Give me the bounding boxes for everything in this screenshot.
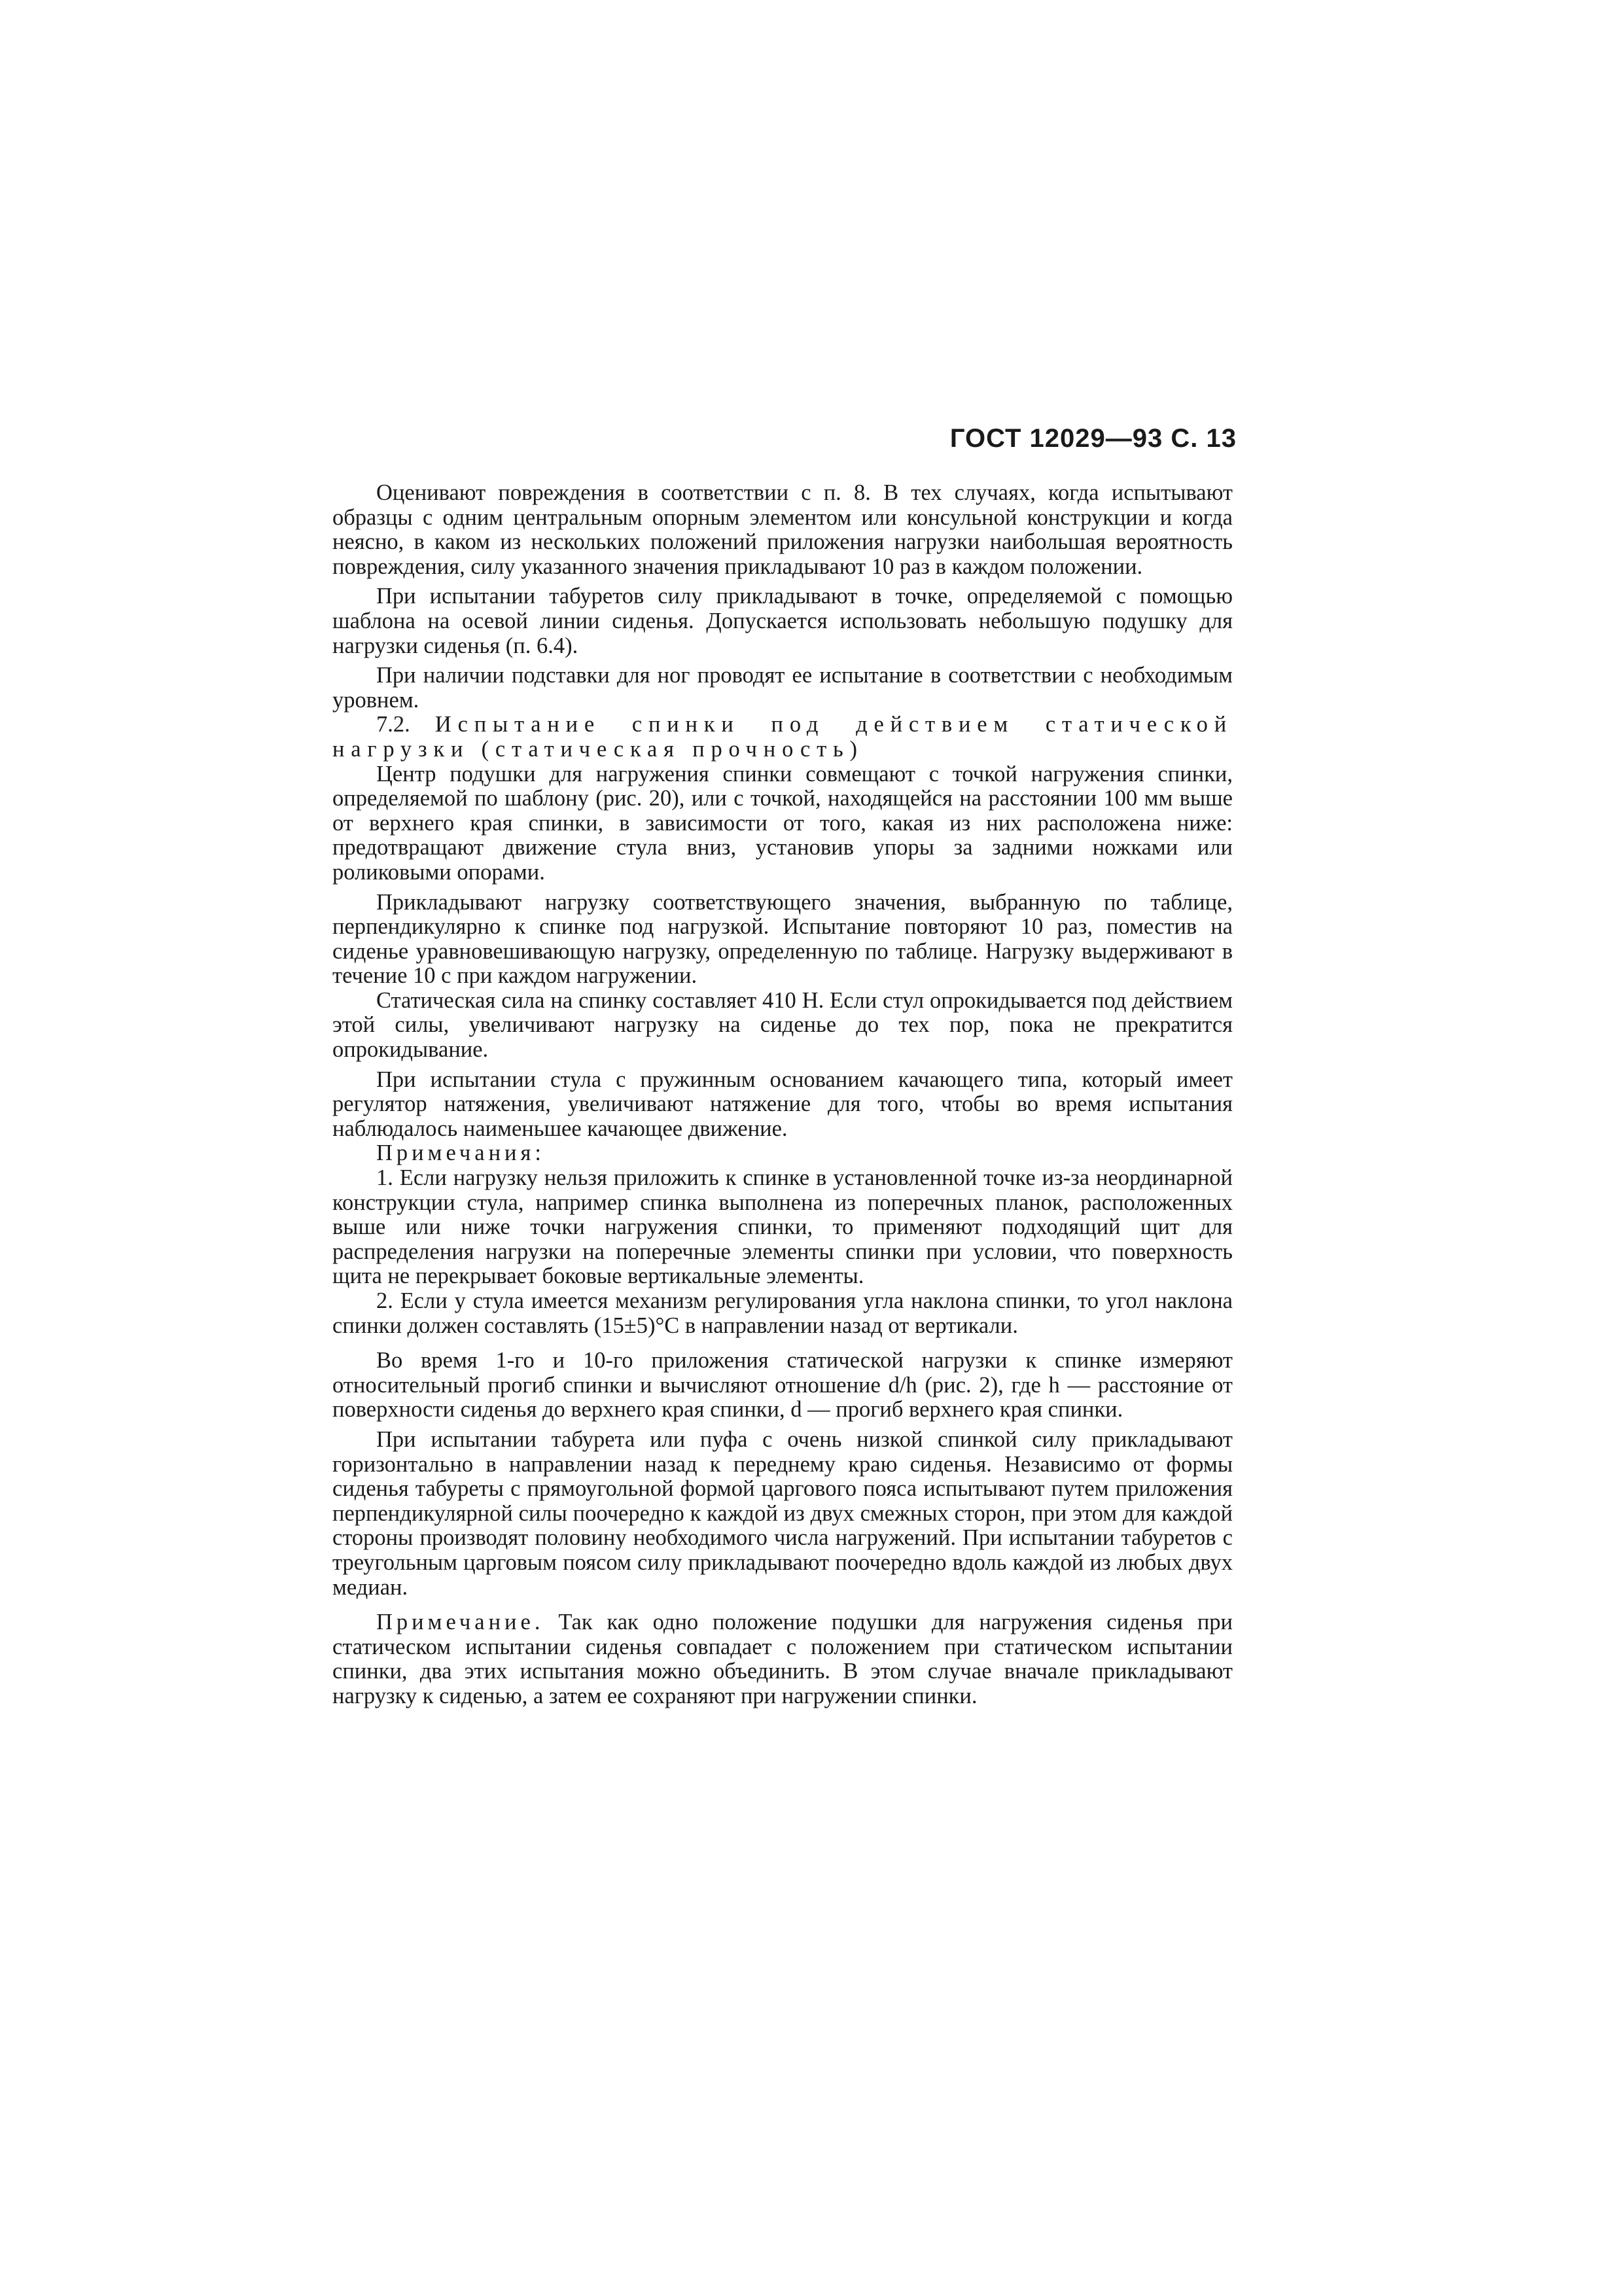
final-note-label: Примечание. [376, 1610, 544, 1635]
paragraph-footrest: При наличии подставки для ног проводят ее испытание в соответствии с необходимым уровнем. [332, 663, 1233, 713]
section-number: 7.2. [376, 712, 410, 737]
paragraph-deflection: Во время 1-го и 10-го приложения статической нагрузки к спинке измеряют относительный прогиб спинки и вычисляют отношение d/h (рис. 2), где h — расстояние от поверхности сиденья до верхнего края спинки, d — прогиб верхнего края спинки. [332, 1348, 1233, 1422]
note-1: 1. Если нагрузку нельзя приложить к спинке в установленной точке из-за неординарной конструкции стула, например спинка выполнена из поперечных планок, расположенных выше или ниже точки нагружения спинки, то применяют подходящий щит для распределения нагрузки на поперечные элементы спинки при условии, что поверхность щита не перекрывает боковые вертикальные элементы. [332, 1165, 1233, 1289]
page-header: ГОСТ 12029—93 С. 13 [949, 424, 1237, 453]
paragraph-low-back-stool: При испытании табурета или пуфа с очень низкой спинкой силу прикладывают горизонтально в направлении назад к переднему краю сиденья. Независимо от формы сиденья табуреты с прямоугольной формой царгового пояса испытывают путем приложения перпендикулярной силы поочередно к каждой из двух смежных сторон, при этом для каждой стороны производят половину необходимого числа нагружений. При испытании табуретов с треугольным царговым поясом силу прикладывают поочередно вдоль каждой из любых двух медиан. [332, 1426, 1233, 1600]
paragraph-cushion-center: Центр подушки для нагружения спинки совмещают с точкой нагружения спинки, определяемой по шаблону (рис. 20), или с точкой, находящейся на расстоянии 100 мм выше от верхнего края спинки, в зависимости от того, какая из них расположена ниже: предотвращают движение стула вниз, установив упоры за задними ножками или роликовыми опорами. [332, 761, 1233, 885]
section-title: Испытание спинки под действием статической нагрузки (статическая прочность) [332, 712, 1233, 762]
paragraph-stool-testing: При испытании табуретов силу прикладывают в точке, определяемой с помощью шаблона на осевой линии сиденья. Допускается использовать небольшую подушку для нагрузки сиденья (п. 6.4). [332, 584, 1233, 658]
final-note [332, 1610, 1233, 1708]
paragraph-damage-assessment: Оценивают повреждения в соответствии с п. 8. В тех случаях, когда испытывают образцы с одним центральным опорным элементом или консульной конструкции и когда неясно, в каком из нескольких положений приложения нагрузки наибольшая вероятность повреждения, силу указанного значения прикладывают 10 раз в каждом положении. [332, 480, 1233, 579]
document-body [332, 481, 1233, 1709]
paragraph-spring-base: При испытании стула с пружинным основанием качающего типа, который имеет регулятор натяжения, увеличивают натяжение для того, чтобы во время испытания наблюдалось наименьшее качающее движение. [332, 1067, 1233, 1141]
note-2: 2. Если у стула имеется механизм регулирования угла наклона спинки, то угол наклона спинки должен составлять (15±5)°С в направлении назад от вертикали. [332, 1288, 1233, 1338]
final-note-text: Так как одно положение подушки для нагружения сиденья при статическом испытании сиденья совпадает с положением при статическом испытании спинки, два этих испытания можно объединить. В этом случае вначале прикладывают нагрузку к сиденью, а затем ее сохраняют при нагружении спинки. [332, 1610, 1233, 1708]
notes-heading: Примечания: [376, 1140, 545, 1166]
paragraph-static-force: Статическая сила на спинку составляет 410 Н. Если стул опрокидывается под действием этой силы, увеличивают нагрузку на сиденье до тех пор, пока не прекратится опрокидывание. [332, 987, 1233, 1063]
section-heading-7-2 [332, 713, 1233, 762]
paragraph-apply-load: Прикладывают нагрузку соответствующего значения, выбранную по таблице, перпендикулярно к спинке под нагрузкой. Испытание повторяют 10 раз, поместив на сиденье уравновешивающую нагрузку, определенную по таблице. Нагрузку выдерживают в течение 10 с при каждом нагружении. [332, 889, 1233, 989]
